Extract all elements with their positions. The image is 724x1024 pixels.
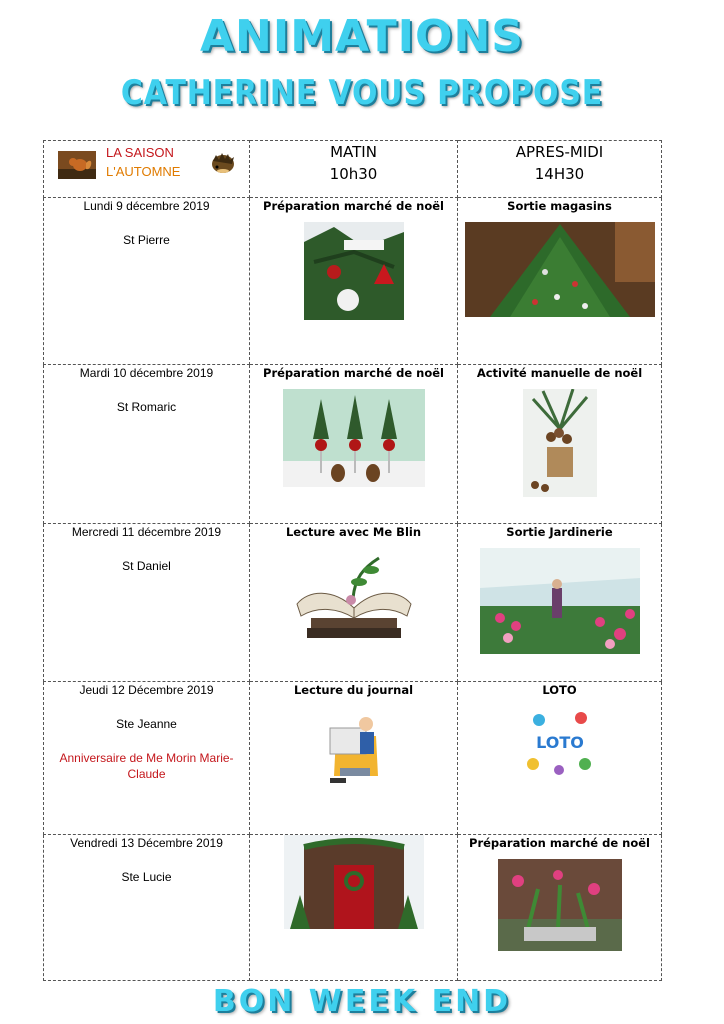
day-date: Mercredi 11 décembre 2019 [71, 525, 222, 539]
day-row [44, 198, 662, 365]
activity-label: LOTO [542, 683, 577, 697]
page-subtitle: CATHERINE VOUS PROPOSE [120, 73, 604, 113]
morning-header [250, 141, 458, 198]
morning-time: 10h30 [329, 165, 378, 183]
season-name: L'AUTOMNE [106, 164, 181, 179]
newspaper-reader-image [316, 706, 392, 794]
schedule-table [43, 140, 662, 981]
afternoon-activity [458, 198, 662, 365]
day-cell [44, 682, 250, 835]
morning-label: MATIN [330, 143, 377, 161]
season-label: LA SAISON [106, 145, 174, 160]
day-row [44, 682, 662, 835]
activity-label: Activité manuelle de noël [476, 366, 643, 380]
day-date: Lundi 9 décembre 2019 [83, 199, 210, 213]
day-cell [44, 524, 250, 682]
day-row [44, 835, 662, 981]
flower-arrangement-image [498, 859, 622, 951]
squirrel-icon [58, 151, 96, 179]
activity-label: Préparation marché de noël [469, 836, 650, 850]
day-saint: St Daniel [122, 559, 171, 573]
morning-activity [250, 198, 458, 365]
loto-balls-image [525, 706, 595, 778]
morning-activity [250, 365, 458, 524]
morning-activity [250, 835, 458, 981]
christmas-tree-image [465, 222, 655, 317]
pine-pot-image [523, 389, 597, 497]
page-title: ANIMATIONS [200, 11, 524, 62]
activity-label: Préparation marché de noël [263, 199, 444, 213]
afternoon-activity [458, 682, 662, 835]
garden-center-image [480, 548, 640, 654]
day-row [44, 524, 662, 682]
header-row [44, 141, 662, 198]
loto-word: LOTO [535, 733, 584, 752]
day-date: Jeudi 12 Décembre 2019 [79, 683, 214, 697]
pine-glasses-image [283, 389, 425, 487]
day-cell [44, 198, 250, 365]
afternoon-activity [458, 524, 662, 682]
morning-activity [250, 682, 458, 835]
afternoon-activity [458, 835, 662, 981]
morning-activity [250, 524, 458, 682]
day-date: Mardi 10 décembre 2019 [79, 366, 214, 380]
afternoon-label: APRES-MIDI [515, 143, 604, 161]
afternoon-time: 14H30 [534, 165, 585, 183]
day-date: Vendredi 13 Décembre 2019 [70, 836, 223, 850]
decorated-door-image [284, 835, 424, 929]
day-cell [44, 365, 250, 524]
open-book-image [293, 548, 415, 646]
season-cell [44, 141, 250, 198]
christmas-ornaments-image [304, 222, 404, 320]
day-saint: Ste Lucie [121, 870, 172, 884]
activity-label: Sortie Jardinerie [506, 525, 613, 539]
activity-label: Lecture avec Me Blin [285, 525, 422, 539]
day-saint: St Romaric [116, 400, 177, 414]
day-saint: Ste Jeanne [116, 717, 177, 731]
activity-label: Lecture du journal [293, 683, 414, 697]
day-saint: St Pierre [123, 233, 170, 247]
day-cell [44, 835, 250, 981]
afternoon-activity [458, 365, 662, 524]
activity-label: Sortie magasins [507, 199, 612, 213]
footer-banner: BON WEEK END [212, 984, 512, 1019]
activity-label: Préparation marché de noël [263, 366, 444, 380]
afternoon-header [458, 141, 662, 198]
anniversary-note: Anniversaire de Me Morin Marie-Claude [59, 751, 234, 781]
day-row [44, 365, 662, 524]
hedgehog-icon [210, 151, 236, 175]
